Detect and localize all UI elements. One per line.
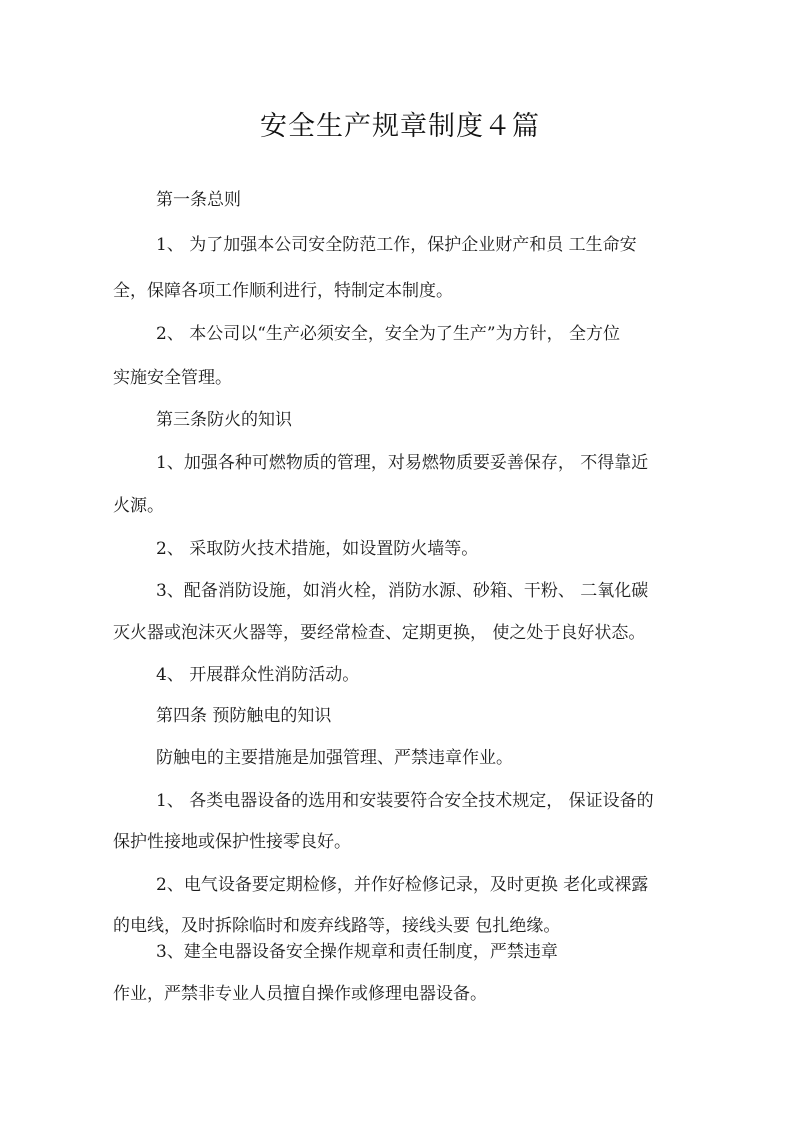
paragraph-line: 2、 采取防火技术措施，如设置防火墙等。: [156, 539, 479, 559]
paragraph-line: 火源。: [113, 496, 164, 516]
paragraph-line: 实施安全管理。: [113, 368, 232, 388]
paragraph-line: 保护性接地或保护性接零良好。: [113, 832, 351, 852]
paragraph-line: 1、 为了加强本公司安全防范工作，保护企业财产和员 工生命安: [156, 235, 637, 255]
document-title: 安全生产规章制度４篇: [260, 111, 540, 142]
paragraph-line: 防触电的主要措施是加强管理、严禁违章作业。: [156, 748, 513, 768]
section-heading-electric: 第四条 预防触电的知识: [156, 706, 332, 726]
section-heading-fire: 第三条防火的知识: [156, 410, 292, 430]
paragraph-line: 1、加强各种可燃物质的管理，对易燃物质要妥善保存， 不得靠近: [156, 453, 649, 473]
section-heading-general: 第一条总则: [156, 190, 241, 210]
paragraph-line: 1、 各类电器设备的选用和安装要符合安全技术规定， 保证设备的: [156, 791, 654, 811]
paragraph-line: 灭火器或泡沫灭火器等，要经常检查、定期更换， 使之处于良好状态。: [113, 623, 646, 643]
paragraph-line: 3、配备消防设施，如消火栓，消防水源、砂箱、干粉、 二氧化碳: [156, 581, 649, 601]
paragraph-line: 4、 开展群众性消防活动。: [156, 665, 360, 685]
paragraph-line: 作业，严禁非专业人员擅自操作或修理电器设备。: [113, 984, 487, 1004]
paragraph-line: 3、建全电器设备安全操作规章和责任制度，严禁违章: [156, 942, 558, 962]
paragraph-line: 全，保障各项工作顺利进行，特制定本制度。: [113, 281, 453, 301]
paragraph-line: 2、 本公司以“生产必须安全，安全为了生产”为方针， 全方位: [156, 324, 621, 344]
paragraph-line: 的电线，及时拆除临时和废弃线路等，接线头要 包扎绝缘。: [113, 916, 561, 936]
paragraph-line: 2、电气设备要定期检修，并作好检修记录，及时更换 老化或裸露: [156, 875, 649, 895]
